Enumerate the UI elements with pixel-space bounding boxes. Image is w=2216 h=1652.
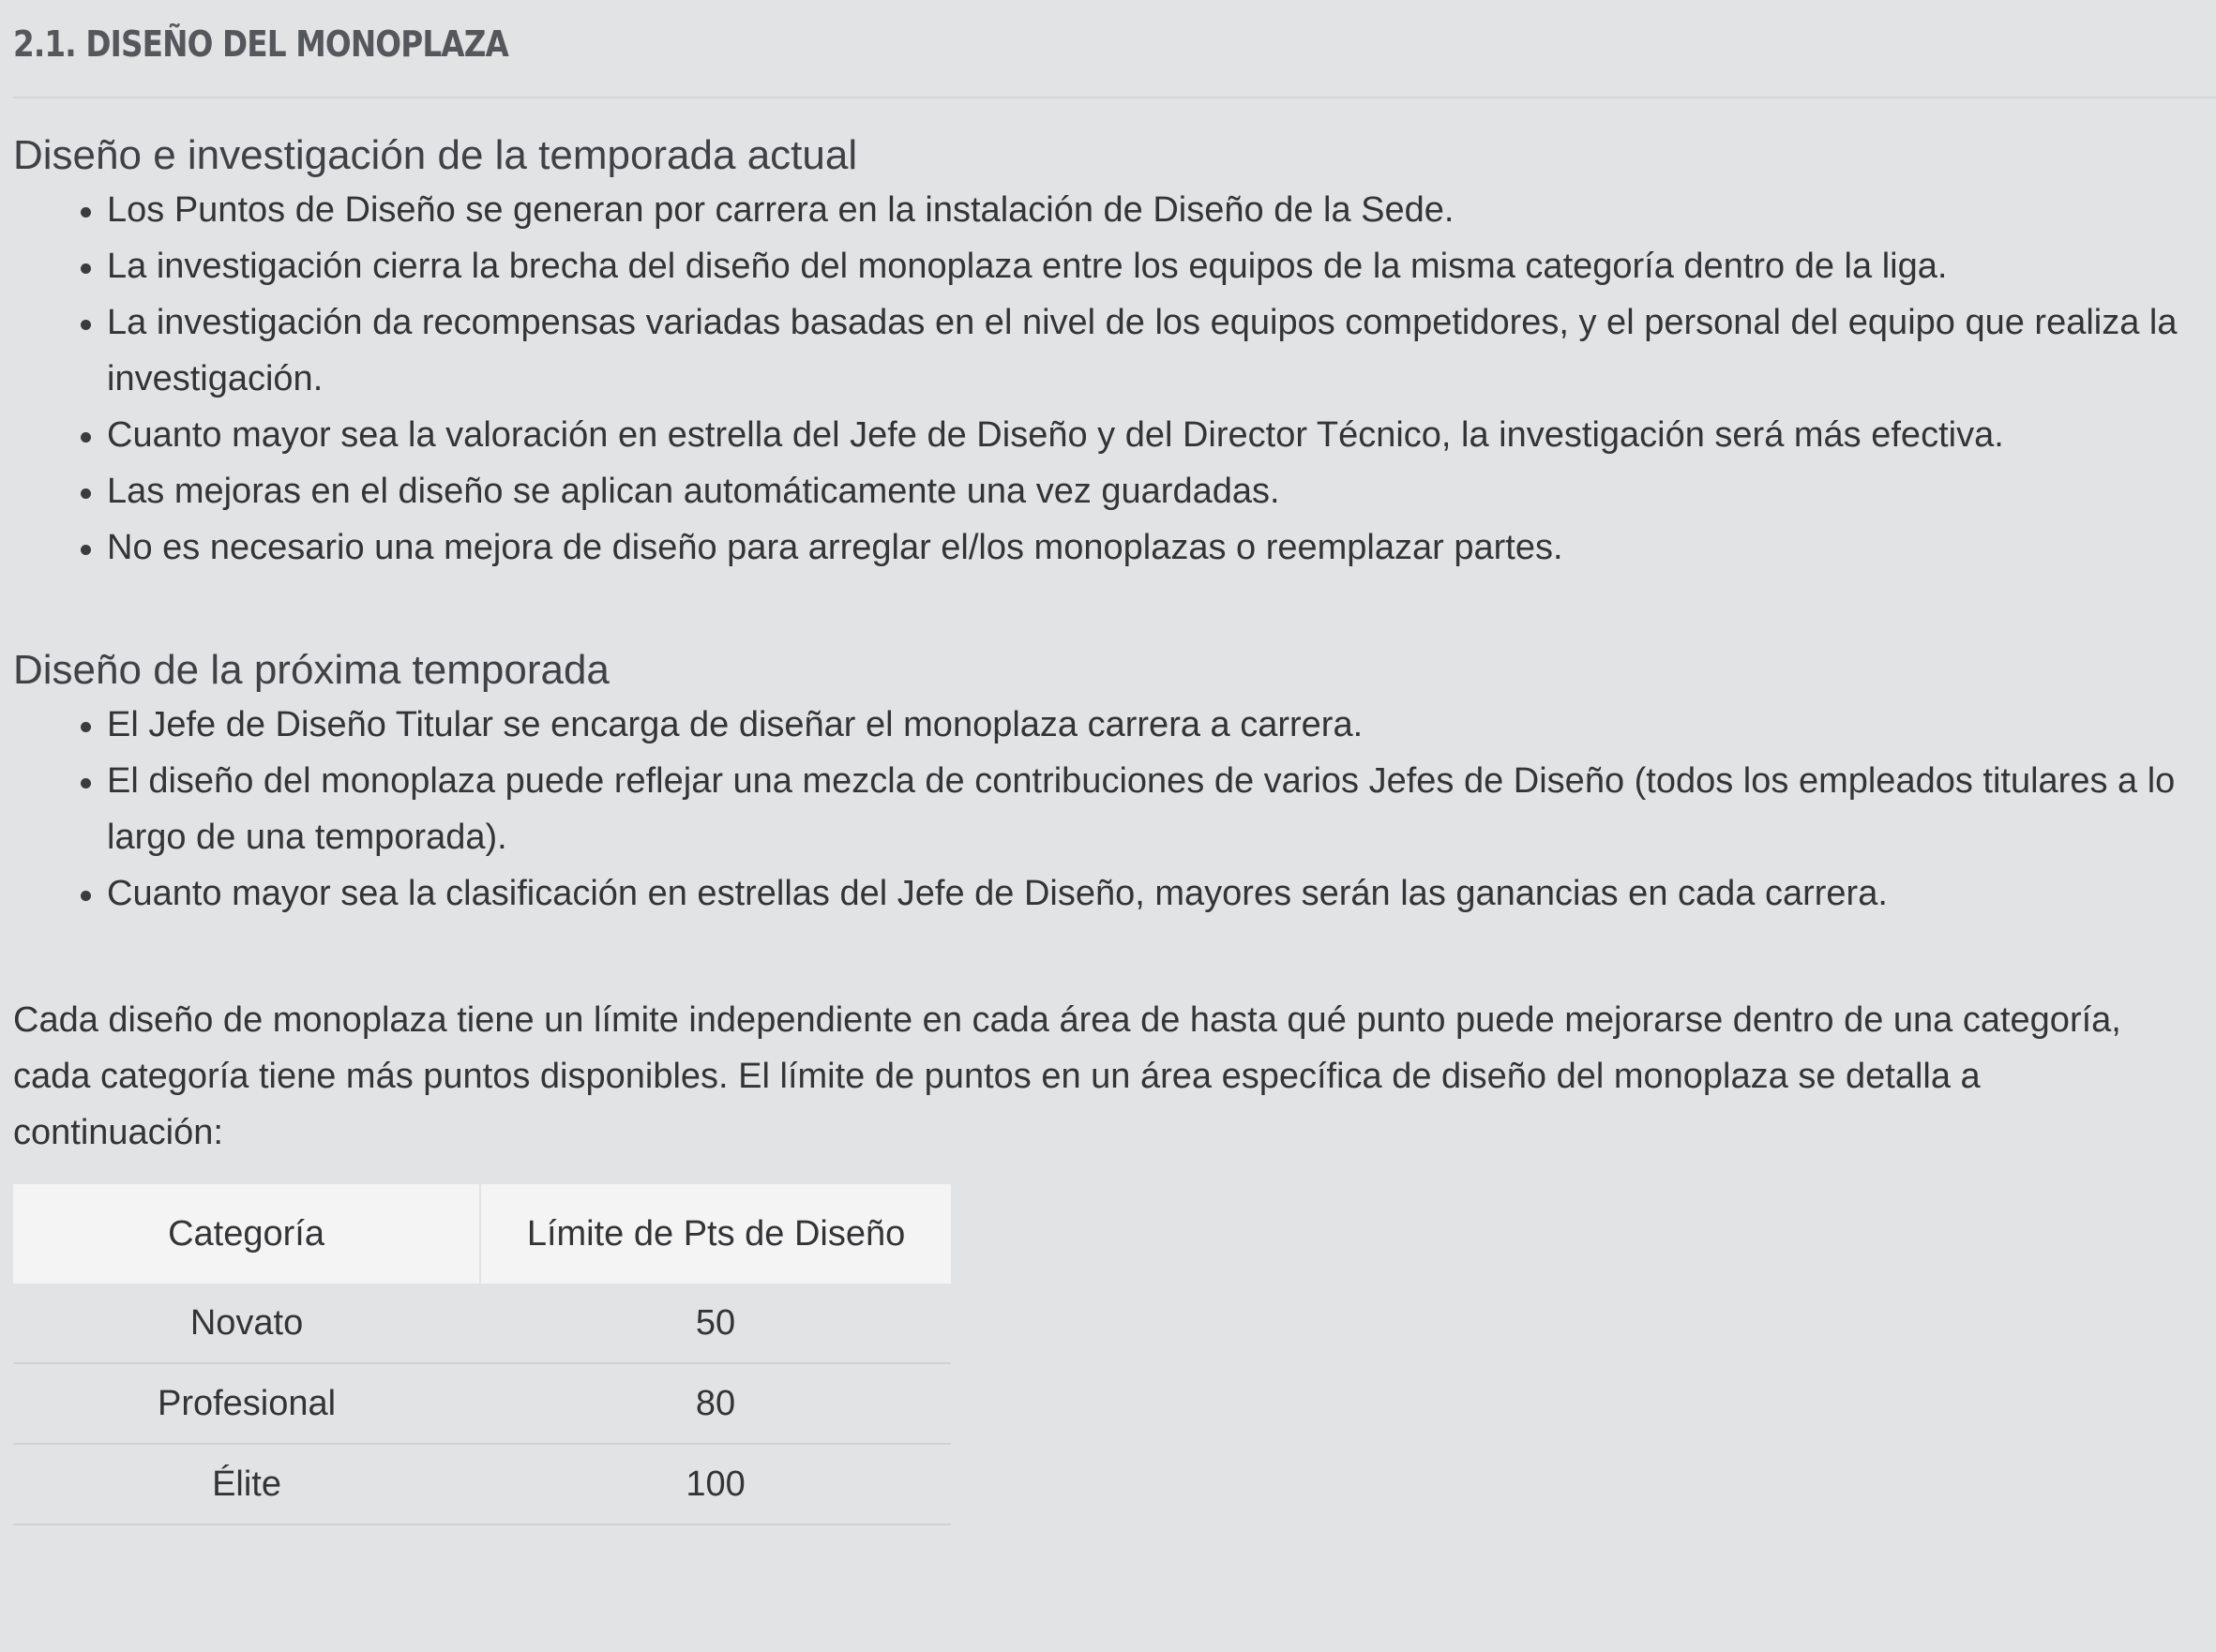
bullet-icon (81, 207, 91, 218)
bullet-icon (81, 891, 91, 901)
category-cell: Élite (13, 1444, 480, 1524)
list-item-text: Cuanto mayor sea la clasificación en estrellas del Jefe de Diseño, mayores serán las ganancias en cada carrera. (107, 874, 1888, 913)
content-page (13, 0, 2216, 1525)
list-item (13, 182, 2216, 238)
list-item-text: Cuanto mayor sea la valoración en estrella del Jefe de Diseño y del Director Técnico, la investigación será más efectiva. (107, 415, 2004, 455)
list-item-text: El diseño del monoplaza puede reflejar una mezcla de contribuciones de varios Jefes de Diseño (todos los empleados titulares a lo largo de una temporada). (107, 761, 2176, 857)
list-item-text: Las mejoras en el diseño se aplican automáticamente una vez guardadas. (107, 472, 1280, 511)
list-item-text: Los Puntos de Diseño se generan por carrera en la instalación de Diseño de la Sede. (107, 190, 1455, 230)
limit-cell: 50 (480, 1284, 951, 1363)
limit-cell: 100 (480, 1444, 951, 1524)
list-item (13, 865, 2216, 922)
title-divider (13, 97, 2216, 98)
list-item (13, 463, 2216, 519)
design-limits-table (13, 1184, 951, 1525)
next-season-list (13, 697, 2216, 922)
limits-paragraph: Cada diseño de monoplaza tiene un límite independiente en cada área de hasta qué punto puede mejorarse dentro de una categoría, cada categoría tiene más puntos disponibles. El límite de puntos en un área específica de diseño del monoplaza se detalla a continuación: (13, 1000, 2121, 1152)
list-item-text: La investigación cierra la brecha del diseño del monoplaza entre los equipos de la misma categoría dentro de la liga. (107, 247, 1948, 286)
list-item-text: La investigación da recompensas variadas basadas en el nivel de los equipos competidores, y el personal del equipo que realiza la investigación. (107, 303, 2178, 398)
spacer (13, 922, 2216, 992)
bullet-icon (81, 778, 91, 788)
table-row (13, 1284, 951, 1363)
list-item (13, 407, 2216, 463)
next-season-heading: Diseño de la próxima temporada (13, 647, 610, 693)
current-season-heading: Diseño e investigación de la temporada actual (13, 132, 858, 178)
category-cell: Profesional (13, 1363, 480, 1444)
table-row (13, 1444, 951, 1524)
table-header-row (13, 1184, 951, 1284)
bullet-icon (81, 320, 91, 330)
column-header-limit: Límite de Pts de Diseño (480, 1184, 951, 1284)
list-item (13, 697, 2216, 753)
section-title: 2.1. DISEÑO DEL MONOPLAZA (13, 23, 508, 65)
bullet-icon (81, 722, 91, 732)
category-cell: Novato (13, 1284, 480, 1363)
bullet-icon (81, 545, 91, 555)
list-item-text: No es necesario una mejora de diseño para arreglar el/los monoplazas o reemplazar partes. (107, 528, 1563, 567)
list-item (13, 519, 2216, 576)
list-item (13, 753, 2216, 865)
bullet-icon (81, 432, 91, 443)
bullet-icon (81, 263, 91, 274)
column-header-category: Categoría (13, 1184, 480, 1284)
limit-cell: 80 (480, 1363, 951, 1444)
list-item-text: El Jefe de Diseño Titular se encarga de diseñar el monoplaza carrera a carrera. (107, 705, 1364, 744)
table-row (13, 1363, 951, 1444)
bullet-icon (81, 488, 91, 499)
list-item (13, 238, 2216, 294)
current-season-list (13, 182, 2216, 576)
list-item (13, 294, 2216, 407)
spacer (13, 576, 2216, 644)
